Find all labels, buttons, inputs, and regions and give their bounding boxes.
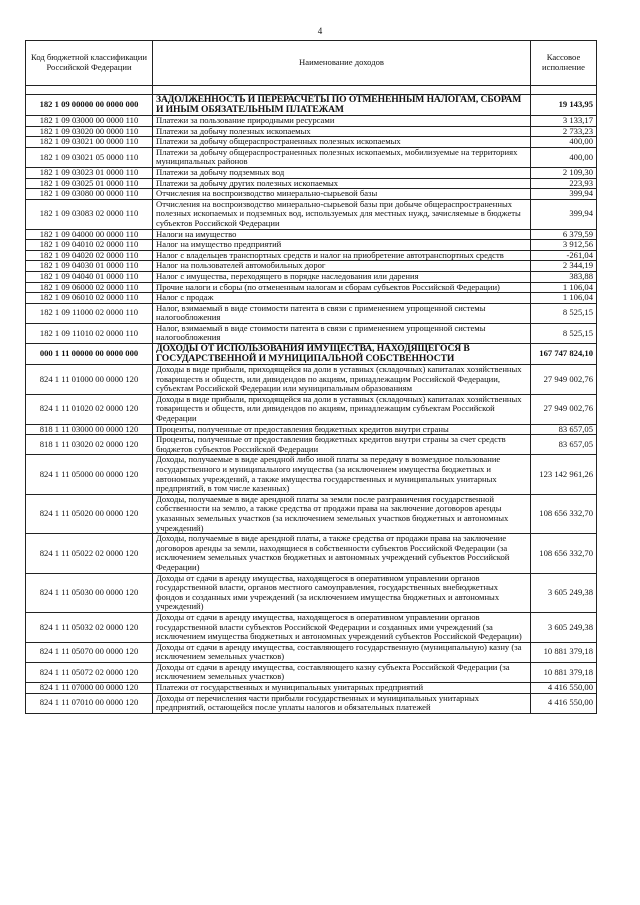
table-row (26, 365, 597, 395)
page-number: 4 (317, 26, 323, 36)
table-row (26, 435, 597, 455)
table-row (26, 573, 597, 612)
row-amount: 167 747 824,10 (531, 344, 597, 365)
row-amount: 6 379,59 (531, 229, 597, 240)
table-row (26, 261, 597, 272)
row-code: 182 1 09 04020 02 0000 110 (26, 250, 153, 261)
row-name: Налог с владельцев транспортных средств и налог на приобретение автотранспортных средств (153, 250, 531, 261)
row-amount: 3 133,17 (531, 116, 597, 127)
budget-revenue-table (25, 40, 597, 714)
row-amount: 1 106,04 (531, 293, 597, 304)
row-name: Налоги на имущество (153, 229, 531, 240)
row-name: Платежи за добычу других полезных ископаемых (153, 178, 531, 189)
header-amount: Кассовое исполнение (531, 41, 597, 86)
row-name: Доходы от сдачи в аренду имущества, находящегося в оперативном управлении органов государственной власти субъектов Российской Федерации и созданных ими учреждений (за исключением имущества бюджетных и автономных учреждений субъектов Российской Федерации) (153, 612, 531, 642)
row-name: Доходы, получаемые в виде арендной платы, а также средства от продажи права на заключение договоров аренды за земли, находящиеся в собственности субъектов Российской Федерации (за исключением земельных участков бюджетных и автономных учреждений субъектов Российской Федерации) (153, 534, 531, 573)
table-row (26, 494, 597, 533)
row-name: Прочие налоги и сборы (по отмененным налогам и сборам субъектов Российской Федерации) (153, 282, 531, 293)
row-code: 182 1 09 04040 01 0000 110 (26, 271, 153, 282)
table-header-row (26, 41, 597, 86)
table-row (26, 693, 597, 713)
table-row (26, 612, 597, 642)
table-row (26, 250, 597, 261)
row-name: ЗАДОЛЖЕННОСТЬ И ПЕРЕРАСЧЕТЫ ПО ОТМЕНЕННЫМ НАЛОГАМ, СБОРАМ И ИНЫМ ОБЯЗАТЕЛЬНЫМ ПЛАТЕЖАМ (153, 95, 531, 116)
table-row (26, 293, 597, 304)
table-row (26, 271, 597, 282)
row-amount: 19 143,95 (531, 95, 597, 116)
row-code: 182 1 09 04000 00 0000 110 (26, 229, 153, 240)
row-name: Платежи за добычу общераспространенных полезных ископаемых (153, 137, 531, 148)
row-code: 182 1 09 04010 02 0000 110 (26, 240, 153, 251)
row-code: 824 1 11 07000 00 0000 120 (26, 683, 153, 694)
row-code: 182 1 09 03000 00 0000 110 (26, 116, 153, 127)
row-amount: 399,94 (531, 189, 597, 200)
row-name: Платежи за пользование природными ресурсами (153, 116, 531, 127)
row-name: Проценты, полученные от предоставления бюджетных кредитов внутри страны за счет средств бюджетов субъектов Российской Федерации (153, 435, 531, 455)
row-name: Доходы от сдачи в аренду имущества, составляющего государственную (муниципальную) казну (за исключением земельных участков) (153, 642, 531, 662)
row-code: 182 1 09 03025 01 0000 110 (26, 178, 153, 189)
row-name: ДОХОДЫ ОТ ИСПОЛЬЗОВАНИЯ ИМУЩЕСТВА, НАХОДЯЩЕГОСЯ В ГОСУДАРСТВЕННОЙ И МУНИЦИПАЛЬНОЙ СОБСТВЕННОСТИ (153, 344, 531, 365)
row-code: 824 1 11 05022 02 0000 120 (26, 534, 153, 573)
table-row (26, 323, 597, 343)
row-amount: 27 949 002,76 (531, 365, 597, 395)
row-name: Налог с продаж (153, 293, 531, 304)
row-code: 824 1 11 07010 00 0000 120 (26, 693, 153, 713)
row-amount: 1 106,04 (531, 282, 597, 293)
table-row (26, 282, 597, 293)
row-amount: 4 416 550,00 (531, 693, 597, 713)
table-row (26, 240, 597, 251)
row-code: 824 1 11 05072 02 0000 120 (26, 662, 153, 682)
row-amount: 10 881 379,18 (531, 662, 597, 682)
row-code: 182 1 09 03020 00 0000 110 (26, 126, 153, 137)
row-amount: 400,00 (531, 137, 597, 148)
table-row (26, 95, 597, 116)
row-name: Отчисления на воспроизводство минерально-сырьевой базы (153, 189, 531, 200)
row-code: 182 1 09 04030 01 0000 110 (26, 261, 153, 272)
table-row (26, 662, 597, 682)
row-amount: 400,00 (531, 147, 597, 167)
row-amount: 8 525,15 (531, 323, 597, 343)
row-amount: 27 949 002,76 (531, 394, 597, 424)
row-name: Проценты, полученные от предоставления бюджетных кредитов внутри страны (153, 424, 531, 435)
row-code: 182 1 09 00000 00 0000 000 (26, 95, 153, 116)
row-code: 824 1 11 05070 00 0000 120 (26, 642, 153, 662)
row-name: Платежи за добычу общераспространенных полезных ископаемых, мобилизуемые на территориях муниципальных районов (153, 147, 531, 167)
table-row (26, 178, 597, 189)
table-row (26, 683, 597, 694)
row-code: 182 1 09 03023 01 0000 110 (26, 167, 153, 178)
row-name: Платежи за добычу подземных вод (153, 167, 531, 178)
row-amount: -261,04 (531, 250, 597, 261)
row-code: 824 1 11 05032 02 0000 120 (26, 612, 153, 642)
table-row (26, 116, 597, 127)
row-name: Доходы в виде прибыли, приходящейся на доли в уставных (складочных) капиталах хозяйственных товариществ и обществ, или дивидендов по акциям, принадлежащим субъектам Российской Федерации (153, 394, 531, 424)
row-code: 182 1 09 03021 05 0000 110 (26, 147, 153, 167)
table-row (26, 199, 597, 229)
row-amount: 83 657,05 (531, 435, 597, 455)
table-row (26, 303, 597, 323)
row-amount: 383,88 (531, 271, 597, 282)
row-amount: 4 416 550,00 (531, 683, 597, 694)
table-row (26, 534, 597, 573)
row-code: 818 1 11 03020 02 0000 120 (26, 435, 153, 455)
row-amount: 2 733,23 (531, 126, 597, 137)
row-name: Налог на имущество предприятий (153, 240, 531, 251)
row-code: 182 1 09 03083 02 0000 110 (26, 199, 153, 229)
row-name: Налог с имущества, переходящего в порядке наследования или дарения (153, 271, 531, 282)
row-name: Доходы от сдачи в аренду имущества, находящегося в оперативном управлении органов государственной власти, органов местного самоуправления, государственных внебюджетных фондов и созданных ими учреждений (за исключением имущества бюджетных и автономных учреждений) (153, 573, 531, 612)
row-code: 824 1 11 05020 00 0000 120 (26, 494, 153, 533)
table-row (26, 189, 597, 200)
row-name: Доходы в виде прибыли, приходящейся на доли в уставных (складочных) капиталах хозяйственных товариществ и обществ, или дивидендов по акциям, принадлежащим Российской Федерации, субъектам Российской Федерации или муниципальным образованиям (153, 365, 531, 395)
row-amount: 223,93 (531, 178, 597, 189)
row-code: 182 1 09 03021 00 0000 110 (26, 137, 153, 148)
table-row (26, 394, 597, 424)
row-name: Налог, взимаемый в виде стоимости патента в связи с применением упрощенной системы налогообложения (153, 323, 531, 343)
row-amount: 399,94 (531, 199, 597, 229)
header-code: Код бюджетной классификации Российской Федерации (26, 41, 153, 86)
row-code: 824 1 11 01020 02 0000 120 (26, 394, 153, 424)
row-amount: 2 344,19 (531, 261, 597, 272)
table-row (26, 167, 597, 178)
table-row (26, 424, 597, 435)
row-name: Платежи от государственных и муниципальных унитарных предприятий (153, 683, 531, 694)
table-row (26, 642, 597, 662)
row-code: 182 1 09 06000 02 0000 110 (26, 282, 153, 293)
row-amount: 3 605 249,38 (531, 612, 597, 642)
row-code: 182 1 09 06010 02 0000 110 (26, 293, 153, 304)
row-name: Налог, взимаемый в виде стоимости патента в связи с применением упрощенной системы налогообложения (153, 303, 531, 323)
row-code: 182 1 09 11000 02 0000 110 (26, 303, 153, 323)
table-row (26, 344, 597, 365)
row-name: Платежи за добычу полезных ископаемых (153, 126, 531, 137)
table-row (26, 137, 597, 148)
table-body (26, 86, 597, 714)
row-amount: 108 656 332,70 (531, 494, 597, 533)
row-amount: 108 656 332,70 (531, 534, 597, 573)
row-amount: 8 525,15 (531, 303, 597, 323)
row-code: 182 1 09 11010 02 0000 110 (26, 323, 153, 343)
row-amount: 3 605 249,38 (531, 573, 597, 612)
row-code: 824 1 11 01000 00 0000 120 (26, 365, 153, 395)
row-code: 824 1 11 05000 00 0000 120 (26, 455, 153, 494)
row-name: Доходы, получаемые в виде арендной либо иной платы за передачу в возмездное пользование государственного и муниципального имущества (за исключением имущества бюджетных и автономных учреждений, а также имущества государственных и муниципальных унитарных предприятий, в том числе казенных) (153, 455, 531, 494)
row-code: 182 1 09 03080 00 0000 110 (26, 189, 153, 200)
row-amount: 3 912,56 (531, 240, 597, 251)
header-name: Наименование доходов (153, 41, 531, 86)
table-row (26, 147, 597, 167)
table-row (26, 229, 597, 240)
row-name: Доходы от перечисления части прибыли государственных и муниципальных унитарных предприятий, остающейся после уплаты налогов и обязательных платежей (153, 693, 531, 713)
row-name: Отчисления на воспроизводство минерально-сырьевой базы при добыче общераспространенных полезных ископаемых и подземных вод, используемых для местных нужд, зачисляемые в бюджеты субъектов Российской Федерации (153, 199, 531, 229)
row-amount: 10 881 379,18 (531, 642, 597, 662)
row-code: 824 1 11 05030 00 0000 120 (26, 573, 153, 612)
row-name: Налог на пользователей автомобильных дорог (153, 261, 531, 272)
row-name: Доходы от сдачи в аренду имущества, составляющего казну субъекта Российской Федерации (за исключением земельных участков) (153, 662, 531, 682)
row-code: 000 1 11 00000 00 0000 000 (26, 344, 153, 365)
row-name: Доходы, получаемые в виде арендной платы за земли после разграничения государственной собственности на землю, а также средства от продажи права на заключение договоров аренды указанных земельных участков (за исключением земельных участков бюджетных и автономных учреждений) (153, 494, 531, 533)
row-amount: 83 657,05 (531, 424, 597, 435)
row-code: 818 1 11 03000 00 0000 120 (26, 424, 153, 435)
row-amount: 123 142 961,26 (531, 455, 597, 494)
table-row (26, 455, 597, 494)
table-row (26, 126, 597, 137)
row-amount: 2 109,30 (531, 167, 597, 178)
